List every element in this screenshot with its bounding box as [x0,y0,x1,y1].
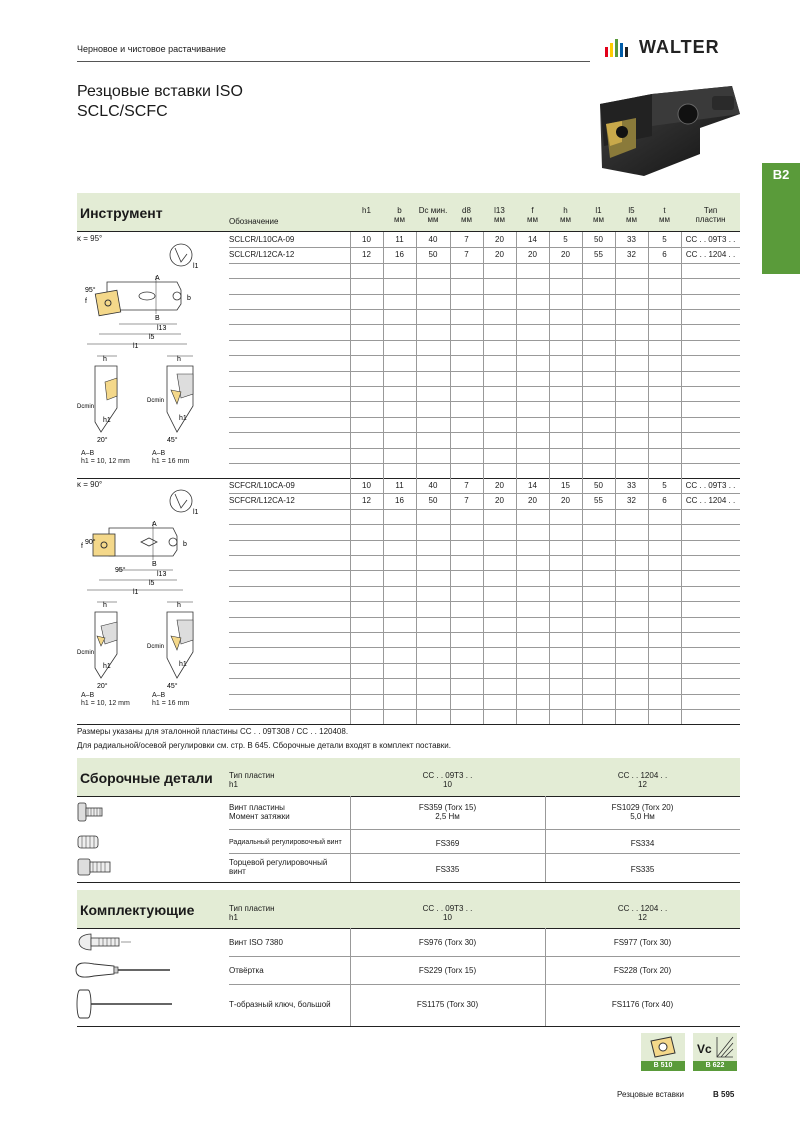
svg-text:Vc: Vc [697,1042,712,1056]
tool-row-rule [229,371,740,372]
tool-value-cell: 7 [464,481,469,490]
svg-text:l1: l1 [193,509,199,516]
group2-angle: κ = 90° [77,480,103,489]
svg-text:45°: 45° [167,437,178,444]
svg-text:A: A [152,521,157,528]
svg-text:A: A [155,275,160,282]
ref-insert-link[interactable] [641,1033,685,1071]
accessories-rule [77,928,740,929]
note-line-1: Размеры указаны для эталонной пластины CC . . 09T308 / CC . . 120408. [77,727,349,736]
tool-value-cell: 20 [495,496,504,506]
tool-column-head: Dc мин. мм [418,206,448,224]
tool-value-cell: 20 [528,496,537,506]
tool-designation-cell: SCLCR/L10CA-09 [229,235,295,244]
tool-row-rule [229,663,740,664]
tool-row-rule [229,432,740,433]
accessories-row3-v2: FS1176 (Torx 40) [611,1000,674,1009]
tool-value-cell: 20 [495,235,504,244]
accessories-bottom-rule [77,1026,740,1027]
tool-value-cell: 55 [594,496,603,506]
svg-text:45°: 45° [167,683,178,690]
tool-value-cell: 50 [428,250,438,260]
svg-text:h: h [103,602,107,609]
tool-group-bottom-rule [77,478,740,479]
iso-screw-icon [77,932,133,952]
tool-column-head: Обозначение [229,217,279,226]
assembly-row2-v2: FS334 [630,839,655,848]
tool-row-rule [229,417,740,418]
tool-value-cell: 12 [362,496,371,506]
tool-value-cell: 20 [495,481,504,490]
assembly-col1-head: CC . . 09T3 . . 10 [422,771,473,789]
accessories-row1-label: Винт ISO 7380 [229,938,283,947]
tool-value-cell: CC . . 09T3 . . [685,481,736,490]
svg-text:h1: h1 [179,661,187,668]
tool-value-cell: CC . . 1204 . . [685,250,736,260]
tool-row-rule [229,324,740,325]
svg-text:95°: 95° [85,287,96,294]
tool-value-cell: 14 [528,481,537,490]
accessories-row2-rule [229,984,740,985]
svg-text:f: f [85,298,87,305]
svg-text:h1: h1 [103,663,111,670]
group2-top-view-drawing [77,486,197,596]
accessories-col2-head: CC . . 1204 . . 12 [617,904,668,922]
tool-value-cell: 32 [627,250,636,260]
tool-value-cell: CC . . 1204 . . [685,496,736,506]
svg-text:20°: 20° [97,437,108,444]
tool-value-cell: 7 [464,250,469,260]
tool-column-head: Тип пластин [695,206,726,224]
accessories-row2-v2: FS228 (Torx 20) [613,966,672,975]
tool-row-rule [229,448,740,449]
tool-row-rule [229,555,740,556]
svg-text:h1: h1 [103,417,111,424]
tool-row-rule [229,309,740,310]
svg-text:b: b [187,295,191,302]
tool-column-head: l1 мм [593,206,604,224]
tool-row-rule [229,278,740,279]
tool-column-head: l5 мм [626,206,637,224]
tool-designation-cell: SCFCR/L10CA-09 [229,481,295,490]
svg-text:l1: l1 [133,589,139,596]
assembly-row1-v1: FS359 (Torx 15) 2,5 Нм [418,803,477,821]
group2-section-b-drawing [147,598,209,690]
tool-table-title: Инструмент [80,205,163,221]
accessories-row1-rule [229,956,740,957]
tool-column-head: h мм [560,206,571,224]
tool-value-cell: CC . . 09T3 . . [685,235,736,244]
tool-value-cell: 14 [528,235,537,244]
tool-column-head: d8 мм [461,206,472,224]
tool-row-rule [229,678,740,679]
brand-logo [605,35,745,61]
svg-text:b: b [183,541,187,548]
svg-text:l5: l5 [149,334,155,341]
cutting-data-icon [693,1033,737,1061]
svg-text:l13: l13 [157,325,167,332]
accessories-row1-v1: FS976 (Torx 30) [418,938,477,947]
svg-text:l1: l1 [133,343,139,350]
section-heading: Черновое и чистовое растачивание [77,44,226,54]
tool-value-cell: 16 [395,496,404,506]
tool-value-cell: 20 [561,496,570,506]
svg-text:l5: l5 [149,580,155,587]
insert-icon [641,1033,685,1061]
tool-value-cell: 20 [528,250,537,260]
tool-value-cell: 16 [395,250,404,260]
tool-row-rule [229,524,740,525]
tool-row-rule [229,294,740,295]
assembly-row1-rule [229,829,740,830]
tool-row-rule [229,601,740,602]
tool-value-cell: 12 [362,250,371,260]
tool-value-cell: 5 [662,235,667,244]
ref-cutting-data-link[interactable] [693,1033,737,1071]
tool-value-cell: 32 [627,496,636,506]
footer-text: Резцовые вставки [617,1090,684,1099]
accessories-row2-label: Отвёртка [229,966,264,975]
logo-bars-icon [605,39,635,57]
tool-value-cell: 33 [627,235,636,244]
tool-row-rule [229,401,740,402]
svg-text:20°: 20° [97,683,108,690]
tool-column-head: f мм [527,206,538,224]
svg-text:95°: 95° [115,567,126,574]
section-tab[interactable]: B2 [762,163,800,274]
page-title [77,82,243,122]
group1-top-view-drawing [77,240,197,350]
tool-value-cell: 6 [662,250,667,260]
svg-text:l1: l1 [193,263,199,270]
assembly-head-labels: Тип пластин h1 [229,771,275,789]
assembly-row3-v1: FS335 [435,865,460,874]
tool-row-rule [229,647,740,648]
tool-row-rule [229,540,740,541]
tool-row-rule [229,617,740,618]
screwdriver-icon [74,959,174,981]
tool-row-rule [229,509,740,510]
tool-designation-cell: SCFCR/L12CA-12 [229,496,295,506]
tool-value-cell: 11 [395,481,404,490]
svg-text:l13: l13 [157,571,167,578]
tool-value-cell: 33 [627,481,636,490]
tool-row-rule [229,493,740,494]
group1-angle: κ = 95° [77,234,103,243]
tool-value-cell: 5 [563,235,568,244]
group1-section-b-drawing [147,352,209,444]
assembly-bottom-rule [77,882,740,883]
svg-text:h: h [177,602,181,609]
tool-value-cell: 10 [362,481,371,490]
svg-text:Dcmin: Dcmin [147,644,165,650]
accessories-row3-v1: FS1175 (Torx 30) [416,1000,479,1009]
svg-text:B: B [155,315,160,322]
tool-value-cell: 7 [464,496,469,506]
assembly-col2-head: CC . . 1204 . . 12 [617,771,668,789]
tool-table-top-rule [77,231,740,232]
brand-wordmark: WALTER [639,37,720,57]
tool-row-rule [229,263,740,264]
assembly-row2-label: Радиальный регулировочный винт [229,839,342,846]
tool-value-cell: 6 [662,496,667,506]
tool-column-head: h1 [362,206,371,215]
svg-text:Dcmin: Dcmin [77,650,95,656]
tool-designation-cell: SCLCR/L12CA-12 [229,250,295,260]
tool-row-rule [229,386,740,387]
tool-column-head: b мм [394,206,405,224]
page-title-line2: SCLC/SCFC [77,103,168,120]
accessories-title: Комплектующие [80,902,195,918]
assembly-row1-v2: FS1029 (Torx 20) 5,0 Нм [611,803,674,821]
tool-column-head: t мм [659,206,670,224]
tool-row-rule [229,463,740,464]
accessories-row1-v2: FS977 (Torx 30) [613,938,672,947]
tool-value-cell: 10 [362,235,371,244]
tool-value-cell: 40 [428,481,438,490]
page-title-line1: Резцовые вставки ISO [77,83,243,100]
accessories-row2-v1: FS229 (Torx 15) [418,966,477,975]
t-handle-key-icon [74,986,178,1022]
svg-text:f: f [81,543,83,550]
assembly-row3-label: Торцевой регулировочный винт [229,858,328,876]
tool-value-cell: 50 [594,481,603,490]
tool-group-bottom-rule [77,724,740,725]
assembly-row2-rule [229,853,740,854]
tool-row-rule [229,340,740,341]
tool-row-rule [229,694,740,695]
product-photo [592,76,742,186]
tool-value-cell: 50 [594,235,603,244]
header-divider [77,61,590,62]
group2-caption-b: A–B h1 = 16 mm [152,692,190,707]
tool-row-rule [229,570,740,571]
group2-caption-a: A–B h1 = 10, 12 mm [81,692,130,707]
accessories-head-labels: Тип пластин h1 [229,904,275,922]
tool-row-rule [229,586,740,587]
tool-row-rule [229,247,740,248]
assembly-rule [77,796,740,797]
tool-row-rule [229,632,740,633]
group2-section-a-drawing [77,598,139,690]
ref-cutting-data-label: B 622 [693,1061,737,1071]
svg-text:h1: h1 [179,415,187,422]
tool-value-cell: 55 [594,250,603,260]
tool-value-cell: 7 [464,235,469,244]
svg-text:h: h [177,356,181,363]
tool-value-cell: 15 [561,481,570,490]
tool-value-cell: 50 [428,496,438,506]
insert-screw-icon [77,800,105,824]
ref-insert-label: B 510 [641,1061,685,1071]
footer-page-number: B 595 [713,1090,735,1099]
svg-text:Dcmin: Dcmin [147,398,165,404]
note-line-2: Для радиальной/осевой регулировки см. стр. B 645. Сборочные детали входят в комплект поставки. [77,741,451,750]
accessories-col1-head: CC . . 09T3 . . 10 [422,904,473,922]
assembly-row2-v1: FS369 [435,839,460,848]
radial-adjust-screw-icon [77,834,101,850]
tool-column-head: l13 мм [494,206,505,224]
accessories-row3-label: Т-образный ключ, большой [229,1000,331,1009]
tool-value-cell: 11 [395,235,404,244]
svg-text:B: B [152,561,157,568]
svg-text:90°: 90° [85,539,96,546]
axial-adjust-screw-icon [77,857,113,877]
tool-value-cell: 20 [495,250,504,260]
tool-value-cell: 5 [662,481,667,490]
group1-caption-b: A–B h1 = 16 mm [152,450,190,465]
tool-row-rule [229,709,740,710]
svg-text:h: h [103,356,107,363]
group1-section-a-drawing [77,352,139,444]
svg-text:Dcmin: Dcmin [77,404,95,410]
tool-row-rule [229,355,740,356]
assembly-row1-label: Винт пластины Момент затяжки [229,803,290,821]
assembly-title: Сборочные детали [80,770,213,786]
tool-value-cell: 20 [561,250,570,260]
tool-value-cell: 40 [428,235,438,244]
group1-caption-a: A–B h1 = 10, 12 mm [81,450,130,465]
assembly-row3-v2: FS335 [630,865,655,874]
